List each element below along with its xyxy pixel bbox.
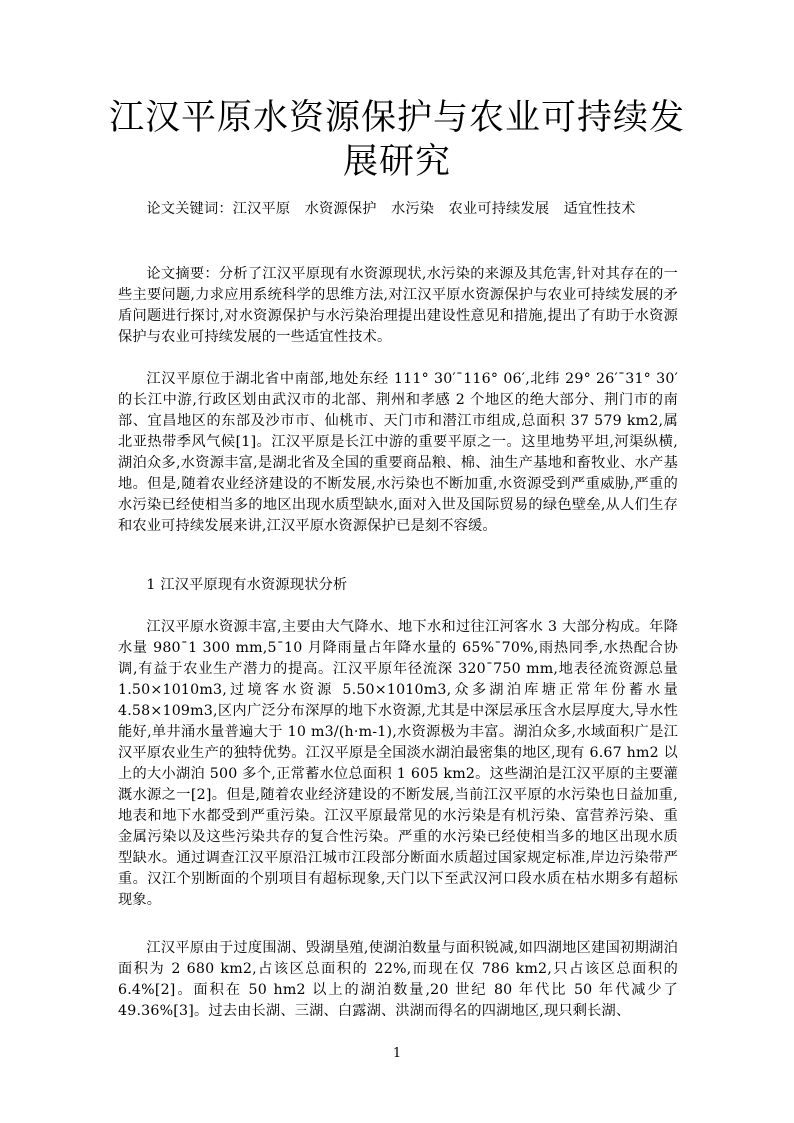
abstract-paragraph: 论文摘要：分析了江汉平原现有水资源现状,水污染的来源及其危害,针对其存在的一些主要问题,力求应用系统科学的思维方法,对江汉平原水资源保护与农业可持续发展的矛盾问题进行探讨,对水资源保护与水污染治理提出建设性意见和措施,提出了有助于水资源保护与农业可持续发展的一些适宜性技术。: [118, 266, 678, 345]
body-paragraph-1: 江汉平原位于湖北省中南部,地处东经 111° 30′¯116° 06′,北纬 29° 26′¯31° 30′的长江中游,行政区划由武汉市的北部、荆州和孝感 2 个地区的绝大部分、荆门市的南部、宜昌地区的东部及沙市市、仙桃市、天门市和潜江市组成,总面积 37 579 km2,属北亚热带季风气候[1]。江汉平原是长江中游的重要平原之一。这里地势平坦,河渠纵横,湖泊众多,水资源丰富,是湖北省及全国的重要商品粮、棉、油生产基地和畜牧业、水产基地。但是,随着农业经济建设的不断发展,水污染也不断加重,水资源受到严重威胁,严重的水污染已经使相当多的地区出现水质型缺水,面对入世及国际贸易的绿色壁垒,从人们生存和农业可持续发展来讲,江汉平原水资源保护已是刻不容缓。: [118, 371, 678, 534]
body-paragraph-3: 江汉平原由于过度围湖、毁湖垦殖,使湖泊数量与面积锐减,如四湖地区建国初期湖泊面积为 2 680 km2,占该区总面积的 22%,而现在仅 786 km2,只占该区总面积的 6.4%[2]。面积在 50 hm2 以上的湖泊数量,20 世纪 80 年代比 50 年代减少了 49.36%[3]。过去由长湖、三湖、白露湖、洪湖而得名的四湖地区,现只剩长湖、: [118, 940, 678, 1019]
body-paragraph-2: 江汉平原水资源丰富,主要由大气降水、地下水和过往江河客水 3 大部分构成。年降水量 980¯1 300 mm,5¯10 月降雨量占年降水量的 65%¯70%,雨热同季,水热配合协调,有益于农业生产潜力的提高。江汉平原年径流深 320¯750 mm,地表径流资源总量 1.50×1010m3,过境客水资源 5.50×1010m3,众多湖泊库塘正常年份蓄水量 4.58×109m3,区内广泛分布深厚的地下水资源,尤其是中深层承压含水层厚度大,导水性能好,单井涌水量普遍大于 10 m3/(h·m-1),水资源极为丰富。湖泊众多,水域面积广是江汉平原农业生产的独特优势。江汉平原是全国淡水湖泊最密集的地区,现有 6.67 hm2 以上的大小湖泊 500 多个,正常蓄水位总面积 1 605 km2。这些湖泊是江汉平原的主要灌溉水源之一[2]。但是,随着农业经济建设的不断发展,当前江汉平原的水污染也日益加重,地表和地下水都受到严重污染。江汉平原最常见的水污染是有机污染、富营养污染、重金属污染以及这些污染共存的复合性污染。严重的水污染已经使相当多的地区出现水质型缺水。通过调查江汉平原沿江城市江段部分断面水质超过国家规定标准,岸边污染带严重。汉江个别断面的个别项目有超标现象,天门以下至武汉河口段水质在枯水期多有超标现象。: [118, 619, 678, 908]
keywords-paragraph: 论文关键词：江汉平原 水资源保护 水污染 农业可持续发展 适宜性技术: [146, 201, 636, 217]
page-number: 1: [392, 1046, 402, 1061]
section-heading-1: 1 江汉平原现有水资源现状分析: [146, 577, 348, 593]
document-title: 江汉平原水资源保护与农业可持续发展研究: [108, 98, 685, 182]
